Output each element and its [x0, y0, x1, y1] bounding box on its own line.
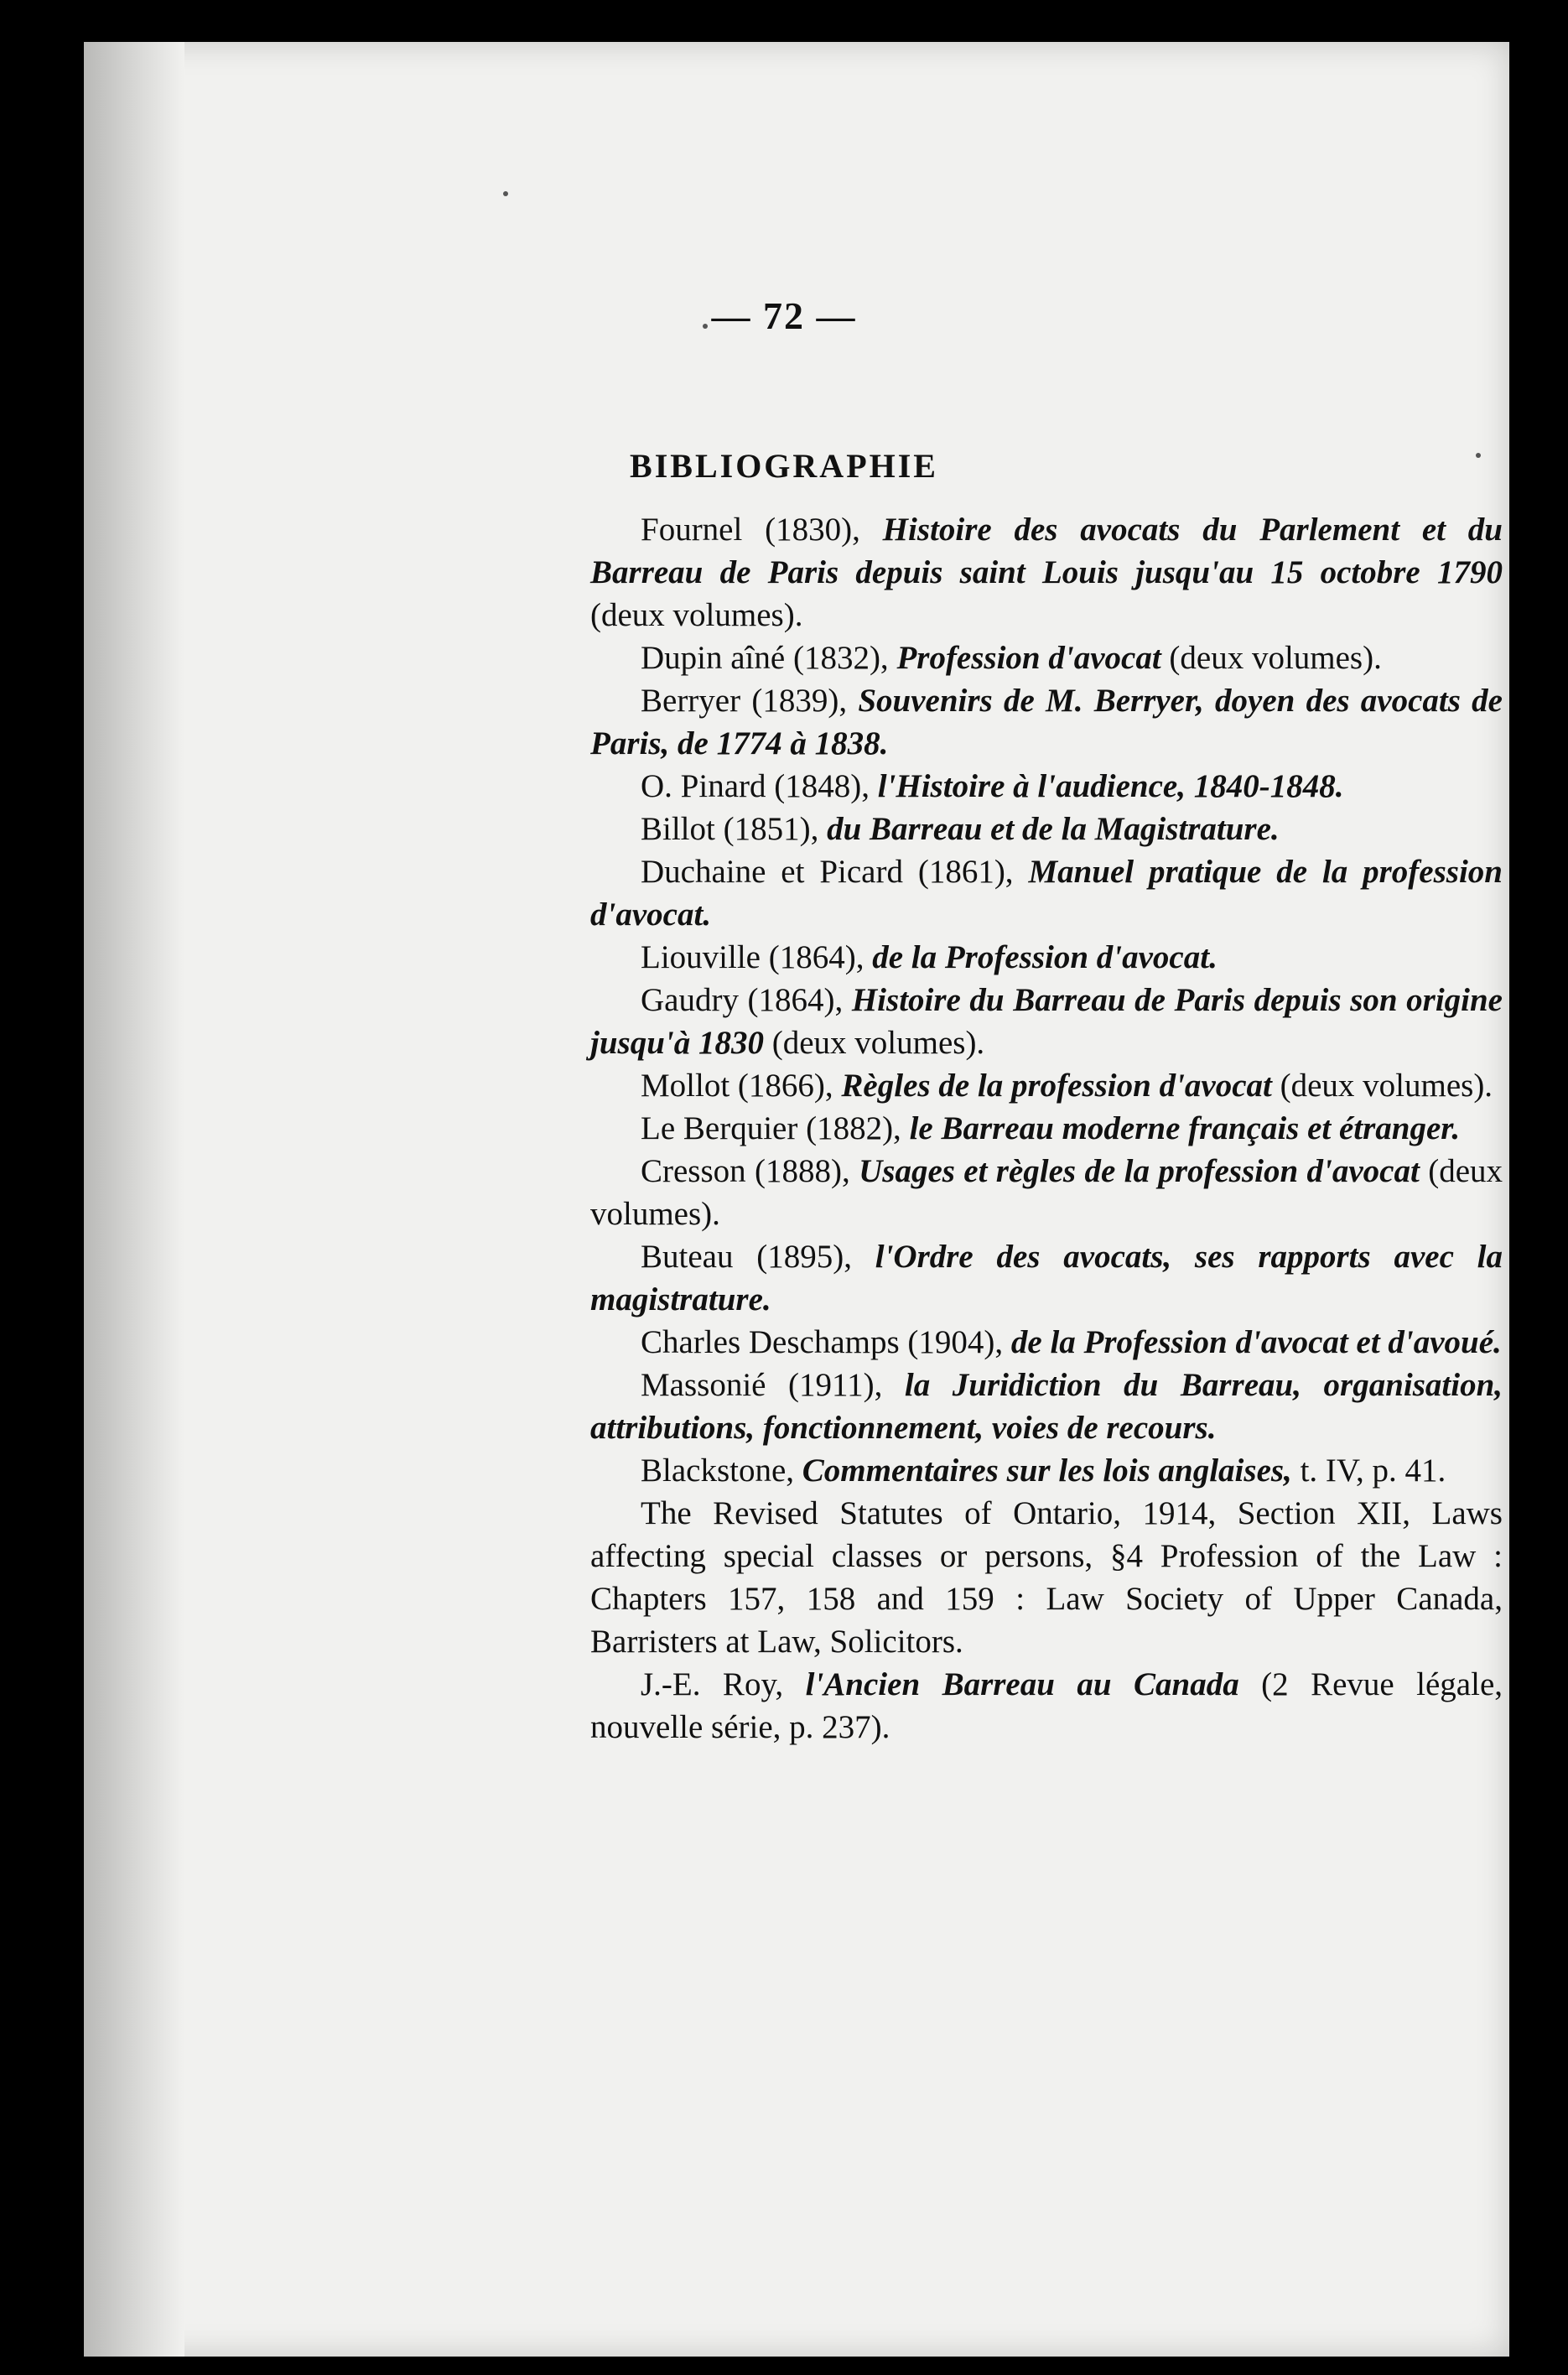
entry-author: O. Pinard (1848), — [641, 768, 878, 804]
page-title: BIBLIOGRAPHIE — [630, 447, 938, 485]
bibliography-entry — [590, 765, 1503, 808]
entry-title: le Barreau moderne français et étranger. — [909, 1110, 1461, 1146]
entry-author: Berryer (1839), — [641, 683, 859, 719]
bibliography-entry — [590, 679, 1503, 765]
entry-title: Souvenirs de M. Berryer, doyen des avocats de Paris, de 1774 à 1838. — [590, 683, 1503, 761]
entry-title: Usages et règles de la profession d'avocat — [859, 1153, 1420, 1189]
entry-author: Buteau (1895), — [641, 1239, 875, 1275]
entry-title: Manuel pratique de la profession d'avocat. — [590, 854, 1503, 933]
bibliography-entry — [590, 936, 1503, 979]
entry-author: J.-E. Roy, — [641, 1666, 806, 1702]
entry-author: Massonié (1911), — [641, 1367, 905, 1403]
entry-title: l'Ancien Barreau au Canada — [805, 1666, 1239, 1702]
bibliography-entry — [590, 1321, 1503, 1364]
bibliography-entry — [590, 1107, 1503, 1150]
entry-title: l'Ordre des avocats, ses rapports avec la magistrature. — [590, 1239, 1503, 1317]
entry-note: (deux volumes). — [590, 1153, 1503, 1232]
bibliography-entry — [590, 1150, 1503, 1235]
entry-title: Commentaires sur les lois anglaises, — [802, 1453, 1292, 1489]
bibliography-entry — [590, 637, 1503, 679]
bibliography-entry — [590, 1364, 1503, 1449]
entry-title: Histoire du Barreau de Paris depuis son origine jusqu'à 1830 — [590, 982, 1503, 1061]
entry-author: Gaudry (1864), — [641, 982, 852, 1018]
entry-note: (deux volumes). — [1271, 1068, 1493, 1104]
entry-note: (deux volumes). — [1160, 640, 1382, 676]
entry-author: Charles Deschamps (1904), — [641, 1324, 1011, 1360]
entry-title: de la Profession d'avocat et d'avoué. — [1010, 1324, 1502, 1360]
entry-author: Billot (1851), — [641, 811, 828, 847]
entry-author: Fournel (1830), — [641, 512, 883, 548]
page-gutter-shadow — [84, 42, 184, 2357]
entry-title: Histoire des avocats du Parlement et du Barreau de Paris depuis saint Louis jusqu'au 15 octobre 1790 — [590, 512, 1503, 590]
entry-author: Mollot (1866), — [641, 1068, 842, 1104]
entry-title: Règles de la profession d'avocat — [841, 1068, 1272, 1104]
entry-note: (deux volumes). — [763, 1025, 985, 1061]
entry-title: la Juridiction du Barreau, organisation, attributions, fonctionnement, voies de recours. — [590, 1367, 1503, 1446]
entry-note: (2 Revue légale, nouvelle série, p. 237). — [590, 1666, 1503, 1745]
bibliography-entry — [590, 1235, 1503, 1321]
entry-note: (deux volumes). — [590, 597, 803, 633]
page-number: — 72 — — [711, 294, 857, 337]
entry-title: l'Histoire à l'audience, 1840-1848. — [877, 768, 1344, 804]
entry-note: t. IV, p. 41. — [1291, 1453, 1446, 1489]
entry-author: Blackstone, — [641, 1453, 802, 1489]
bibliography-entry — [590, 1663, 1503, 1749]
bibliography-entry — [590, 1064, 1503, 1107]
bibliography-entry — [590, 808, 1503, 850]
entry-title: Profession d'avocat — [896, 640, 1161, 676]
bibliography-entry — [590, 850, 1503, 936]
bibliography-list — [590, 508, 1503, 1749]
entry-author: Dupin aîné (1832), — [641, 640, 897, 676]
entry-author: Liouville (1864), — [641, 939, 873, 975]
bibliography-entry — [590, 508, 1503, 637]
bibliography-entry — [590, 1492, 1503, 1663]
entry-author: The Revised Statutes of Ontario, 1914, Section XII, Laws affecting special classes or persons, §4 Profession of the Law : Chapters 157, 158 and 159 : Law Society of Upper Canada, Barristers at Law, Solicitors. — [590, 1495, 1503, 1660]
entry-author: Duchaine et Picard (1861), — [641, 854, 1029, 890]
entry-author: Le Berquier (1882), — [641, 1110, 910, 1146]
scan-speck — [503, 191, 508, 196]
entry-author: Cresson (1888), — [641, 1153, 859, 1189]
bibliography-entry — [590, 1449, 1503, 1492]
entry-title: de la Profession d'avocat. — [872, 939, 1218, 975]
entry-title: du Barreau et de la Magistrature. — [827, 811, 1280, 847]
bibliography-entry — [590, 979, 1503, 1064]
